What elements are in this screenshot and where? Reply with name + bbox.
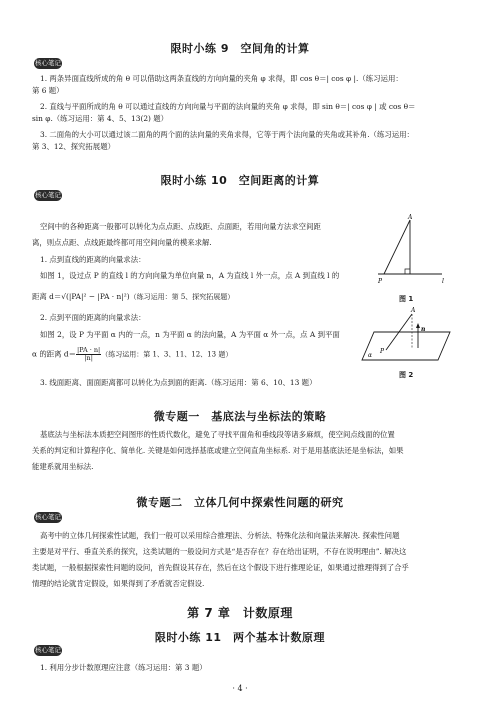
figure-2-plane xyxy=(356,304,456,368)
text-line: 3. 二面角的大小可以通过该二面角的两个面的法向量的夹角求得，它等于两个法向量的夹角或其补角.（练习运用： xyxy=(40,130,414,139)
fraction-denominator: |n| xyxy=(84,354,93,362)
label-n: n xyxy=(421,326,426,333)
text-line: 1. 点到直线的距离的向量求法： xyxy=(40,255,146,264)
distance-fraction xyxy=(76,347,101,362)
label-l: l xyxy=(442,278,444,285)
note-badge: 核心笔记 xyxy=(35,646,61,654)
text-line: 关系的判定和计算程序化、简单化. 关键是如何选择基底或建立空间直角坐标系. 对于是用基底法还是坐标法，如果 xyxy=(32,446,404,455)
page-number: · 4 · xyxy=(232,684,248,693)
text-line: 高考中的立体几何探索性试题，我们一般可以采用综合推理法、分析法、特殊化法和向量法来解决. 探索性问题 xyxy=(40,531,400,540)
text-line: 基底法与坐标法本质把空间图形的性质代数化，避免了寻找平面角和垂线段等诸多麻烦，使空间点线面的位置 xyxy=(40,430,395,439)
text-line: 2. 直线与平面所成的角 θ 可以通过直线的方向向量与平面的法向量的夹角 φ 求得，即 sin θ＝| cos φ | 或 cos θ＝ xyxy=(40,102,416,111)
section-title: 微专题一 基底法与坐标法的策略 xyxy=(153,410,327,423)
distance-formula: √(|PA|² − |PA · n|²) xyxy=(61,292,130,301)
label-A: A xyxy=(411,307,416,314)
figure-1-triangle xyxy=(370,212,450,302)
formula-line xyxy=(32,347,232,362)
text-line: 如图 2，设 P 为平面 α 内的一点，n 为平面 α 的法向量，A 为平面 α 外一点，点 A 到平面 xyxy=(40,330,340,339)
exercise-ref: （练习运用：第 5、探究拓展题） xyxy=(129,293,235,301)
label-P: P xyxy=(378,278,383,285)
text-line: 能建系就用坐标法. xyxy=(32,462,94,471)
fraction-numerator: |PA · n| xyxy=(76,346,101,354)
text-line: 第 3、12、探究拓展题） xyxy=(32,142,115,151)
note-badge: 核心笔记 xyxy=(35,513,61,521)
figure-1-caption: 图 1 xyxy=(399,295,414,303)
formula-line xyxy=(32,292,234,302)
text-line: 主要是对平行、垂直关系的探究，这类试题的一般设问方式是“是否存在？存在给出证明，不存在说明理由”. 解决这 xyxy=(32,547,407,556)
text-line: 3. 线面距离、面面距离都可以转化为点到面的距离.（练习运用：第 6、10、13 题） xyxy=(40,378,317,387)
text-line: 如图 1，设过点 P 的直线 l 的方向向量为单位向量 n，A 为直线 l 外一点，点 A 到直线 l 的 xyxy=(40,271,340,280)
label-alpha: α xyxy=(368,352,373,359)
text-line: 空间中的各种距离一般都可以转化为点点距、点线距、点面距，若用向量方法求空间距 xyxy=(40,222,321,231)
section-title: 限时小练 10 空间距离的计算 xyxy=(160,174,320,187)
text-line: 第 6 题） xyxy=(32,86,64,95)
text-line: 情理的结论就肯定假设，如果得到了矛盾就否定假设. xyxy=(32,579,205,588)
text-line: 1. 利用分步计数原理应注意（练习运用：第 3 题） xyxy=(40,663,207,672)
chapter-title: 第 7 章 计数原理 xyxy=(187,606,293,620)
section-title: 限时小练 9 空间角的计算 xyxy=(170,42,310,55)
text-line: 2. 点到平面的距离的向量求法： xyxy=(40,313,146,322)
figure-2-caption: 图 2 xyxy=(399,371,414,379)
section-title: 微专题二 立体几何中探索性问题的研究 xyxy=(136,496,344,509)
exercise-ref: （练习运用：第 1、3、11、12、13 题） xyxy=(101,350,233,359)
text-line: 类试题，一般根据探索性问题的设问，首先假设其存在，然后在这个假设下进行推理论证，如果通过推理得到了合乎 xyxy=(32,563,409,572)
formula-prefix: 距离 d＝ xyxy=(32,292,62,301)
formula-prefix: α 的距离 d＝ xyxy=(32,349,76,359)
text-line: sin φ.（练习运用：第 4、5、13(2) 题） xyxy=(32,114,169,123)
note-badge: 核心笔记 xyxy=(35,191,61,199)
section-title: 限时小练 11 两个基本计数原理 xyxy=(154,631,326,644)
text-line: 1. 两条异面直线所成的角 θ 可以借助这两条直线的方向向量的夹角 φ 求得，即 cos θ＝| cos φ |.（练习运用： xyxy=(40,74,403,83)
label-P: P xyxy=(380,348,385,355)
note-badge: 核心笔记 xyxy=(35,59,61,67)
text-line: 离，则点点距、点线距最终都可用空间向量的模来求解. xyxy=(32,238,212,247)
label-A: A xyxy=(408,214,413,221)
